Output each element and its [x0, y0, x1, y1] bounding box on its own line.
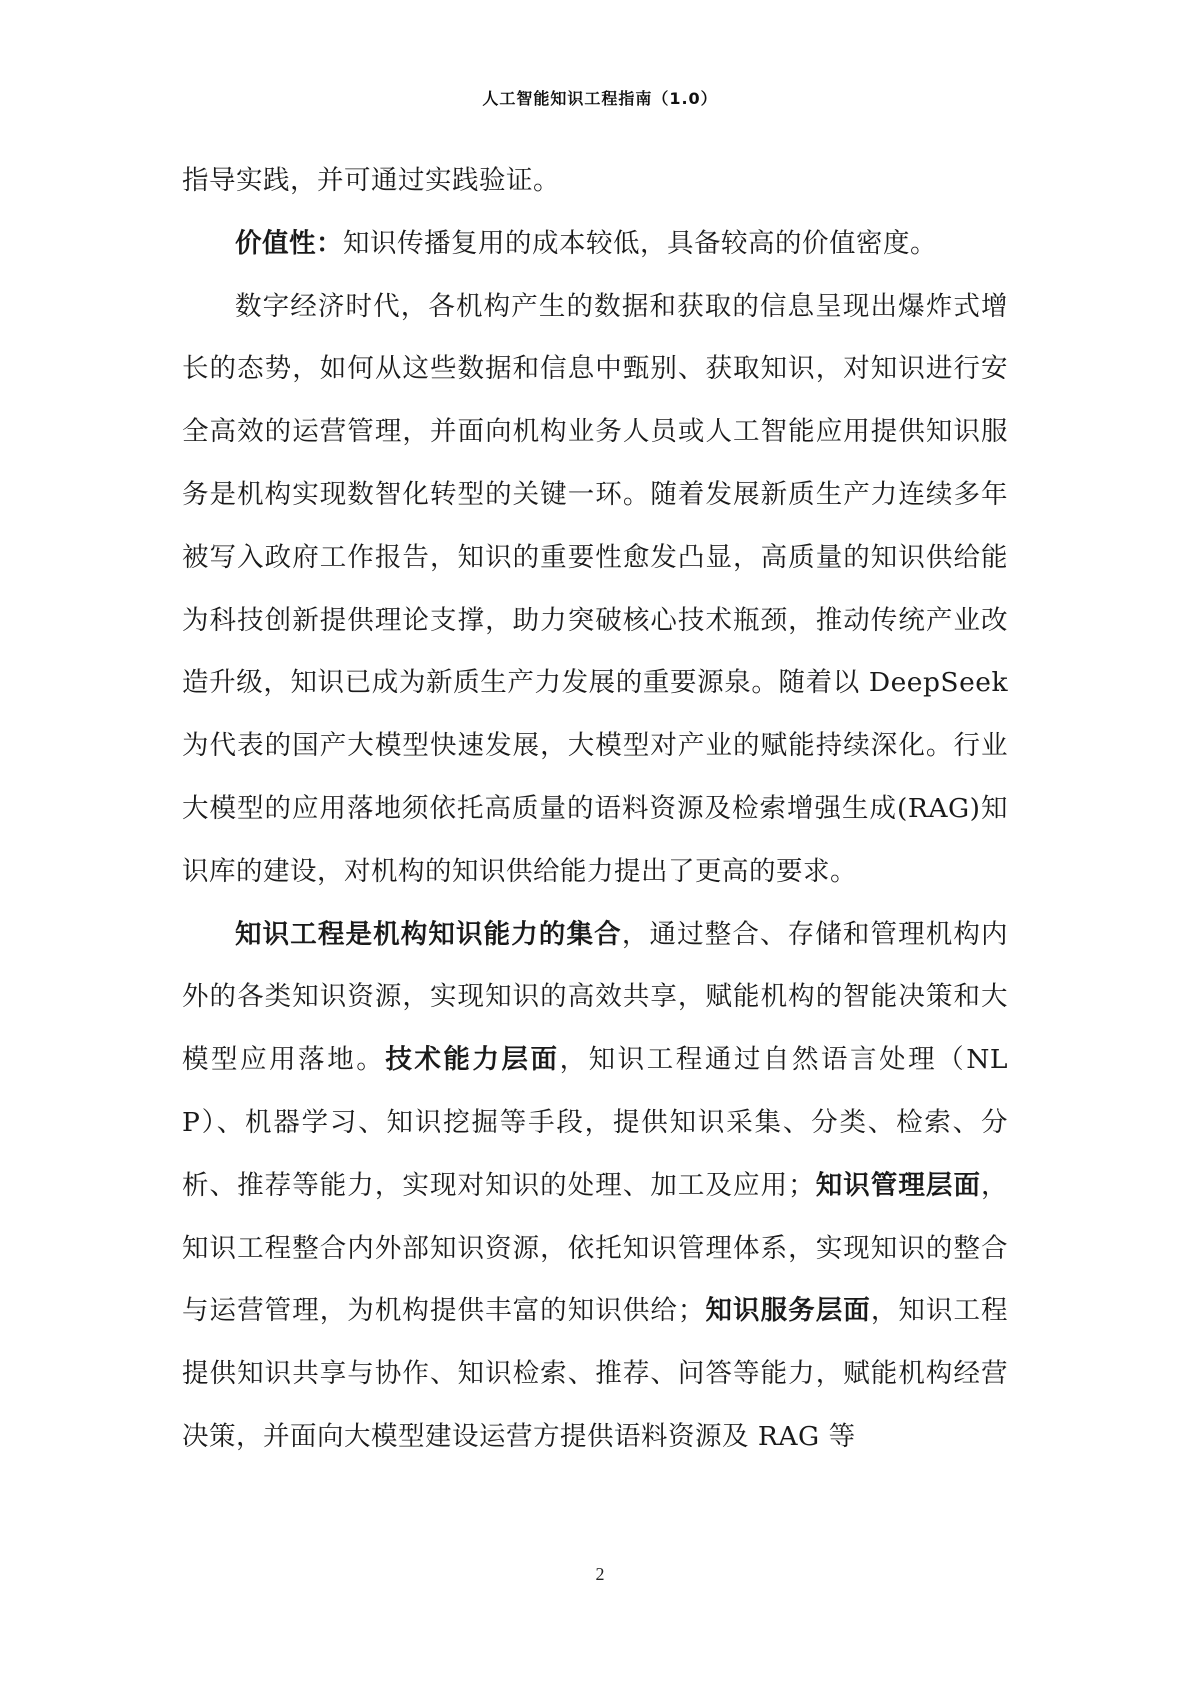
paragraph-text: 知识传播复用的成本较低，具备较高的价值密度。: [343, 227, 937, 259]
emphasis-knowledge-engineering: 知识工程是机构知识能力的集合: [235, 918, 622, 950]
page-header-title: 人工智能知识工程指南（1.0）: [482, 89, 718, 108]
paragraph-value: [182, 213, 1008, 276]
paragraph-text: ，通过整合、存储和管理机构内外的各类知识资源，实现知识的高效共享，赋能机构的智能决策和大模型应用落地。: [182, 918, 1009, 1076]
term-value: 价值性：: [235, 227, 343, 259]
page-number: 2: [595, 1564, 605, 1584]
paragraph-text: 指导实践，并可通过实践验证。: [182, 165, 560, 196]
paragraph-text: ，知识工程通过自然语言处理（NLP）、机器学习、知识挖掘等手段，提供知识采集、分类、检索、分析、推荐等能力，实现对知识的处理、加工及应用；: [182, 1044, 1009, 1201]
paragraph-continuation: [182, 150, 1008, 213]
paragraph-knowledge-engineering: [182, 904, 1008, 1469]
paragraph-text: ，知识工程提供知识共享与协作、知识检索、推荐、问答等能力，赋能机构经营决策，并面向大模型建设运营方提供语料资源及 RAG 等: [182, 1295, 1009, 1452]
emphasis-technical-level: 技术能力层面: [385, 1044, 560, 1076]
document-body: [182, 150, 1008, 1469]
paragraph-digital-economy: [182, 276, 1008, 904]
paragraph-text: ，知识工程整合内外部知识资源，依托知识管理体系，实现知识的整合与运营管理，为机构提供丰富的知识供给；: [182, 1169, 1009, 1327]
paragraph-text: 数字经济时代，各机构产生的数据和获取的信息呈现出爆炸式增长的态势，如何从这些数据和信息中甄别、获取知识，对知识进行安全高效的运营管理，并面向机构业务人员或人工智能应用提供知识服务是机构实现数智化转型的关键一环。随着发展新质生产力连续多年被写入政府工作报告，知识的重要性愈发凸显，高质量的知识供给能为科技创新提供理论支撑，助力突破核心技术瓶颈，推动传统产业改造升级，知识已成为新质生产力发展的重要源泉。随着以 DeepSeek 为代表的国产大模型快速发展，大模型对产业的赋能持续深化。行业大模型的应用落地须依托高质量的语料资源及检索增强生成(RAG)知识库的建设，对机构的知识供给能力提出了更高的要求。: [182, 290, 1008, 887]
emphasis-management-level: 知识管理层面: [815, 1169, 982, 1201]
emphasis-service-level: 知识服务层面: [704, 1295, 871, 1327]
